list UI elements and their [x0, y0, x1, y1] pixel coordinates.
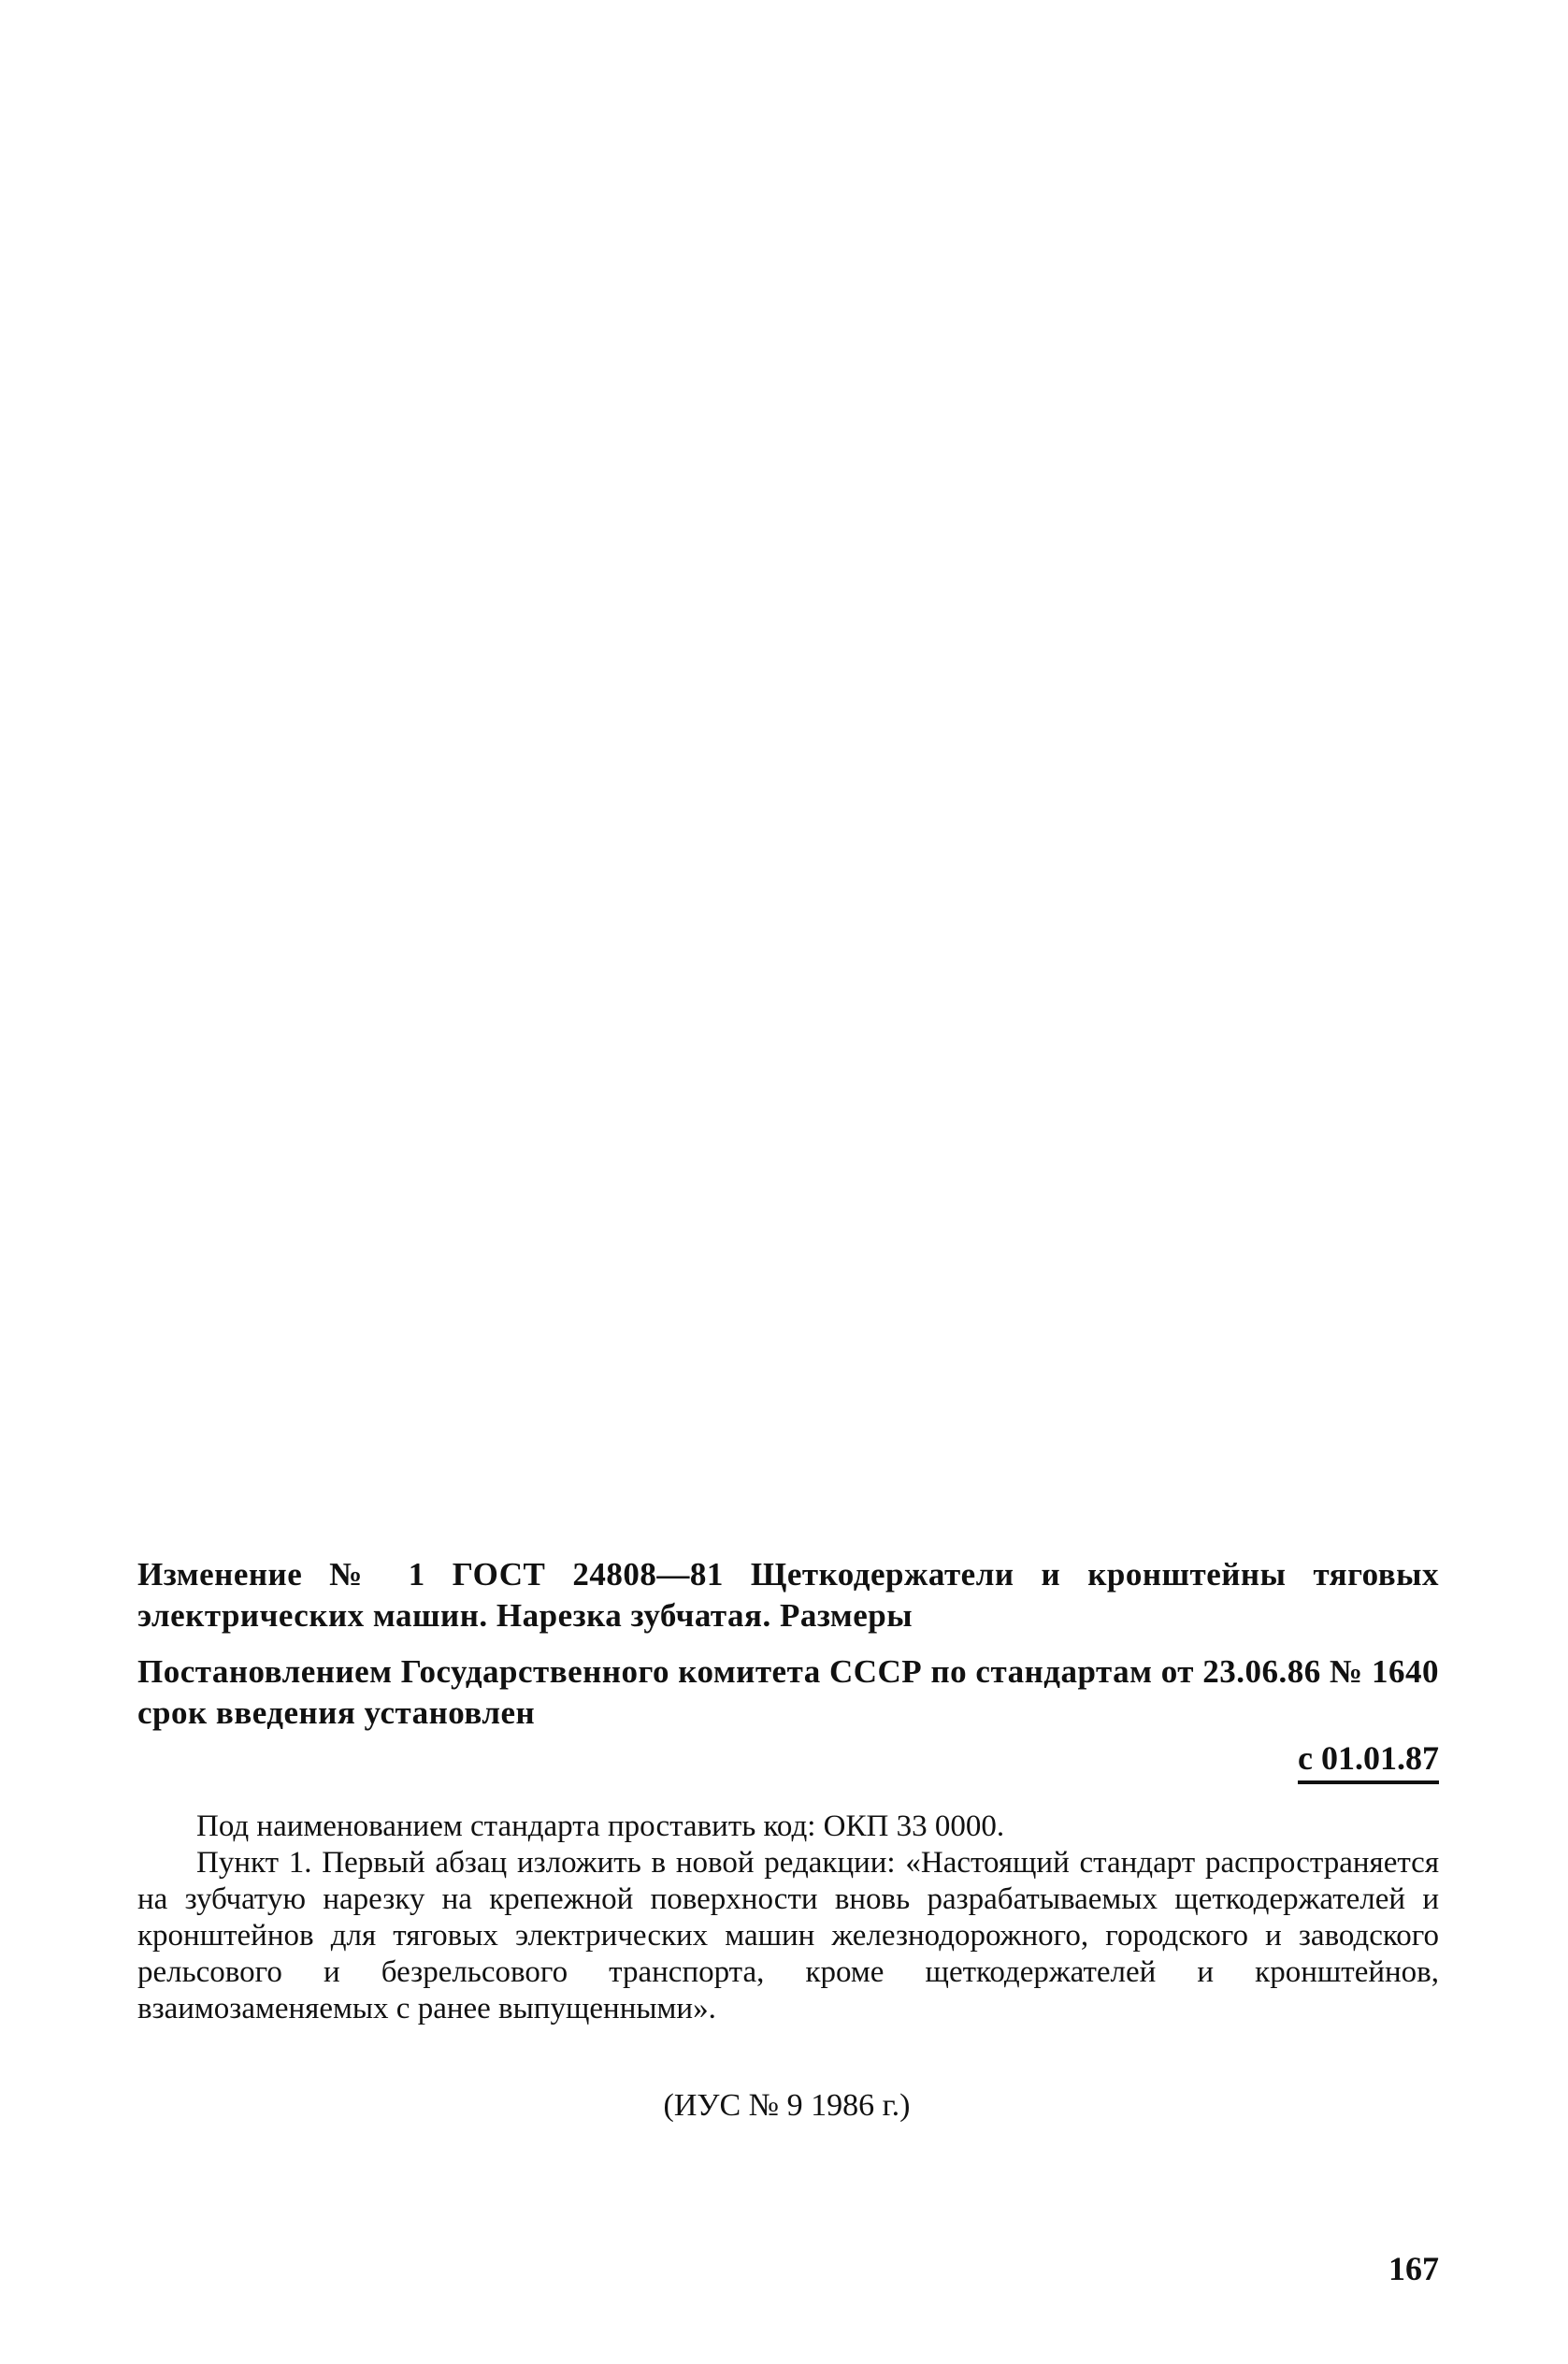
paragraph-item-1: Пункт 1. Первый абзац изложить в новой редакции: «Настоящий стандарт распространяется на зубчатую нарезку на крепежной поверхности вновь разрабатываемых щеткодержателей и кронштейнов для тяговых электрических машин железнодорожного, городского и заводского рельсового и безрельсового транспорта, кроме щеткодержателей и кронштейнов, взаимозаменяемых с ранее выпущенными». [137, 1846, 1439, 2025]
amendment-title: Изменение № 1 ГОСТ 24808—81 Щеткодержатели и кронштейны тяговых электрических машин. Нарезка зубчатая. Размеры [137, 1556, 1439, 1634]
page-number: 167 [1388, 2250, 1439, 2287]
source-reference: (ИУС № 9 1986 г.) [663, 2088, 911, 2123]
effective-date: с 01.01.87 [1298, 1737, 1439, 1784]
paragraph-okp-code: Под наименованием стандарта проставить код: ОКП 33 0000. [196, 1809, 1005, 1843]
source-reference-row [0, 2087, 1568, 2125]
decree-text: Постановлением Государственного комитета СССР по стандартам от 23.06.86 № 1640 срок введения установлен [137, 1653, 1439, 1731]
amendment-body [137, 1809, 1439, 2027]
